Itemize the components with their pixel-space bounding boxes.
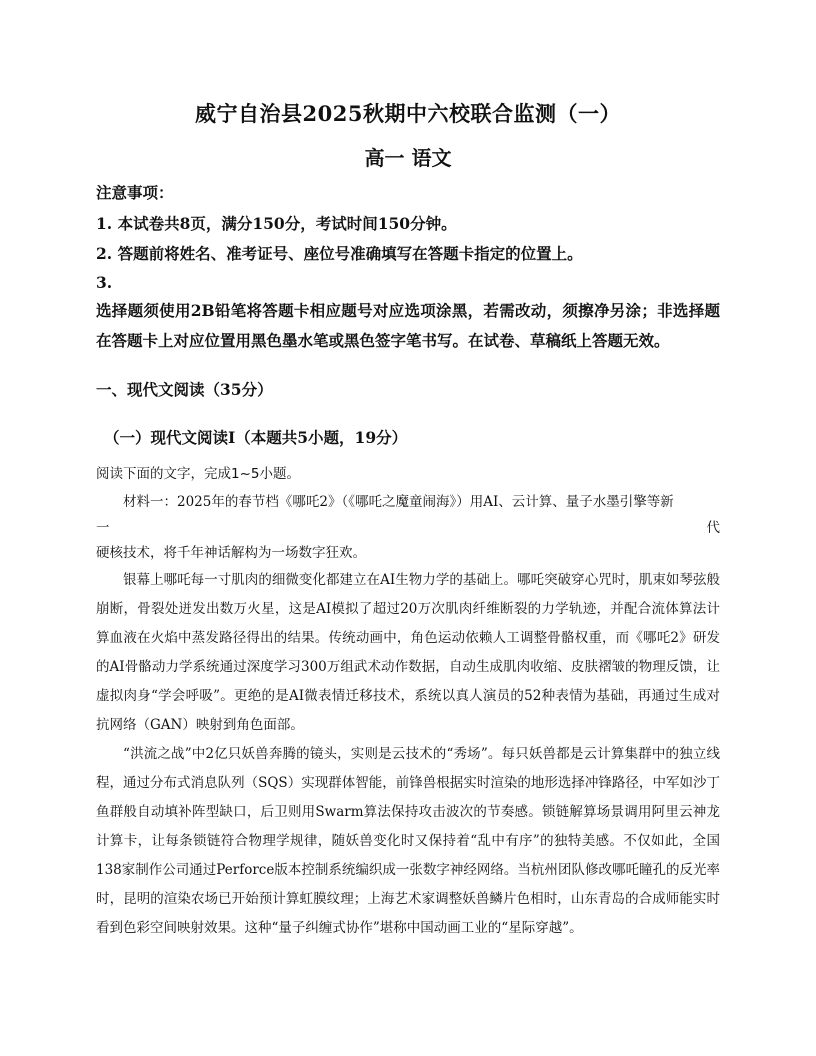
exam-title: 威宁自治县2025秋期中六校联合监测（一） xyxy=(195,101,621,126)
material-1-line-3: 硬核技术，将千年神话解构为一场数字狂欢。 xyxy=(96,545,366,561)
section-part-1: 一、现代文阅读（35分） xyxy=(96,380,273,399)
notes-item-3-number: 3. xyxy=(96,273,113,292)
material-1-line-2 xyxy=(96,516,720,536)
notes-item-2: 2. 答题前将姓名、准考证号、座位号准确填写在答题卡指定的位置上。 xyxy=(96,244,583,263)
notes-heading: 注意事项： xyxy=(96,183,174,202)
material-1-line-1: 材料一：2025年的春节档《哪吒2》（《哪吒之魔童闹海》）用AI、云计算、量子水墨引擎等新 xyxy=(123,494,674,510)
section-part-1-sub-1: （一）现代文阅读Ⅰ（本题共5小题，19分） xyxy=(104,428,408,447)
exam-subtitle: 高一 语文 xyxy=(364,146,452,170)
notes-item-3-text: 选择题须使用2B铅笔将答题卡相应题号对应选项涂黑，若需改动，须擦净另涂；非选择题在答题卡上对应位置用黑色墨水笔或黑色签字笔书写。在试卷、草稿纸上答题无效。 xyxy=(96,301,720,350)
reading-instruction: 阅读下面的文字，完成1~5小题。 xyxy=(96,466,300,482)
notes-item-1: 1. 本试卷共8页，满分150分，考试时间150分钟。 xyxy=(96,214,457,233)
reading-paragraph-3: “洪流之战”中2亿只妖兽奔腾的镜头，实则是云技术的“秀场”。每只妖兽都是云计算集群中的独立线程，通过分布式消息队列（SQS）实现群体智能，前锋兽根据实时渲染的地形选择冲锋路径，中军如沙丁鱼群般自动填补阵型缺口，后卫则用Swarm算法保持攻击波次的节奏感。锁链解算场景调用阿里云神龙计算卡，让每条锁链符合物理学规律，随妖兽变化时又保持着“乱中有序”的独特美感。不仅如此，全国138家制作公司通过Perforce版本控制系统编织成一张数字神经网络。当杭州团队修改哪吒瞳孔的反光率时，昆明的渲染农场已开始预计算虹膜纹理；上海艺术家调整妖兽鳞片色相时，山东青岛的合成师能实时看到色彩空间映射效果。这种“量子纠缠式协作”堪称中国动画工业的“星际穿越”。 xyxy=(96,746,720,936)
material-1-line-2-right: 代 xyxy=(706,520,720,536)
material-1-line-2-left: 一 xyxy=(96,520,110,536)
reading-paragraph-2: 银幕上哪吒每一寸肌肉的细微变化都建立在AI生物力学的基础上。哪吒突破穿心咒时，肌束如琴弦般崩断，骨裂处迸发出数万火星，这是AI模拟了超过20万次肌肉纤维断裂的力学轨迹，并配合流体算法计算血液在火焰中蒸发路径得出的结果。传统动画中，角色运动依赖人工调整骨骼权重，而《哪吒2》研发的AI骨骼动力学系统通过深度学习300万组武术动作数据，自动生成肌肉收缩、皮肤褶皱的物理反馈，让虚拟肉身“学会呼吸”。更绝的是AI微表情迁移技术，系统以真人演员的52种表情为基础，再通过生成对抗网络（GAN）映射到角色面部。 xyxy=(96,572,720,733)
